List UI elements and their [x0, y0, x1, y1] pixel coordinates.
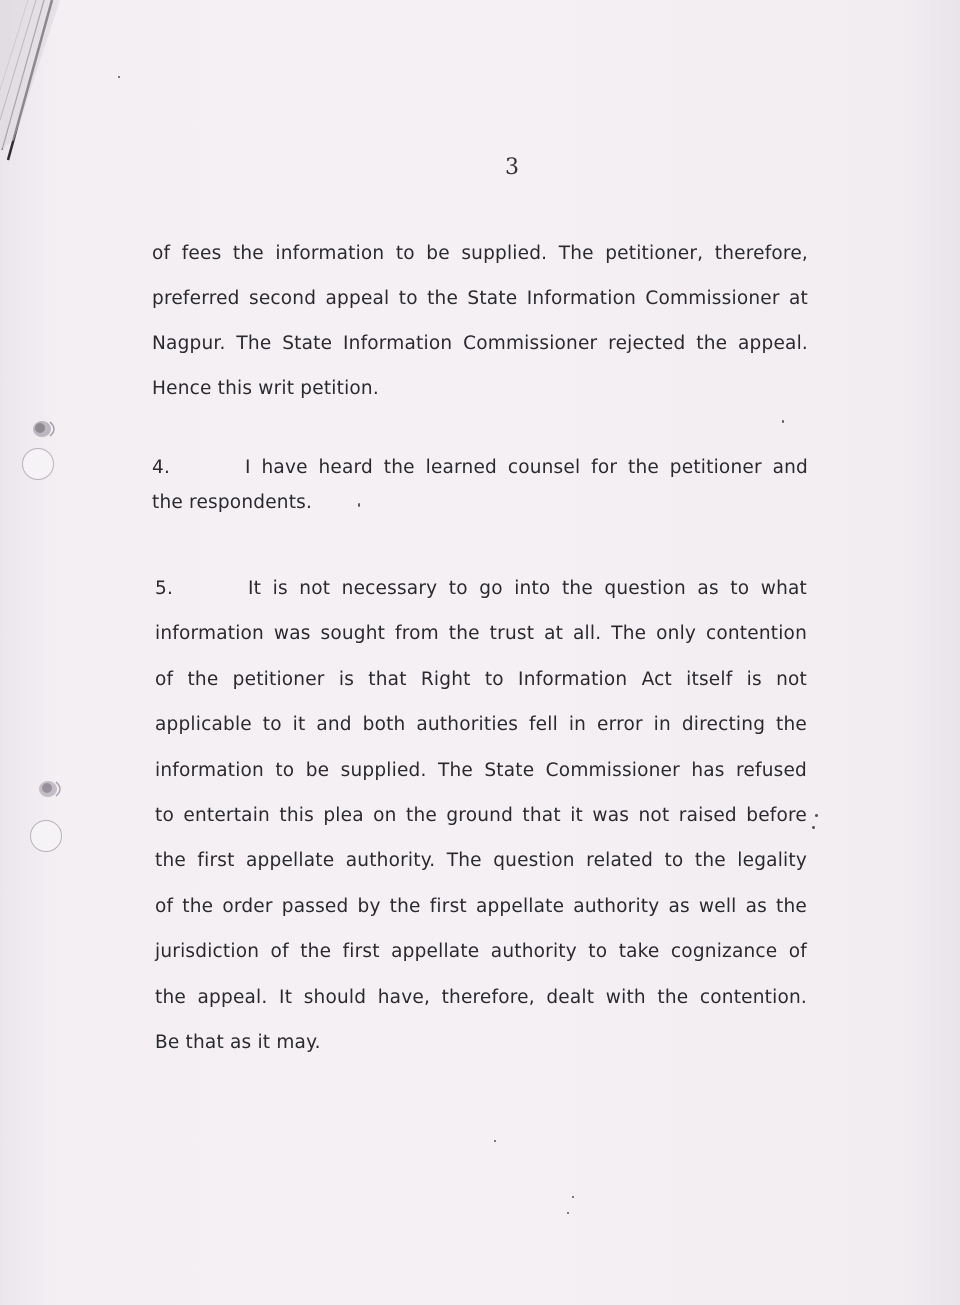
text-line: of the order passed by the first appellate authority as well as the	[155, 895, 807, 917]
text-line: jurisdiction of the first appellate authority to take cognizance of	[155, 941, 807, 963]
text-line: the respondents.	[152, 492, 313, 513]
text-line: applicable to it and both authorities fell in error in directing the	[155, 714, 807, 736]
scan-speck	[118, 76, 120, 78]
stamp-mark	[36, 778, 66, 800]
paragraph-number: 4.	[152, 457, 171, 478]
text-line: Hence this writ petition.	[152, 378, 379, 399]
text-line: the first appellate authority. The question related to the legality	[155, 850, 807, 872]
text-line-body: I have heard the learned counsel for the petitioner and	[245, 457, 808, 478]
scan-speck	[572, 1196, 574, 1198]
text-line: Nagpur. The State Information Commissioner rejected the appeal.	[152, 333, 808, 354]
scan-speck	[567, 1212, 569, 1214]
paragraph-4	[152, 454, 808, 524]
scan-speck	[782, 420, 784, 423]
text-line: to entertain this plea on the ground that it was not raised before	[155, 804, 807, 826]
text-line-body: It is not necessary to go into the question as to what	[248, 578, 807, 599]
text-line: of the petitioner is that Right to Information Act itself is not	[155, 668, 807, 690]
scan-edge-streak	[0, 0, 70, 170]
scan-speck	[812, 826, 815, 829]
scan-speck	[494, 1140, 496, 1142]
scan-speck	[815, 814, 818, 817]
punch-hole	[22, 448, 54, 480]
text-line: the appeal. It should have, therefore, dealt with the contention.	[155, 986, 807, 1008]
text-line	[152, 454, 808, 489]
paragraph-number: 5.	[155, 578, 174, 599]
text-line: preferred second appeal to the State Information Commissioner at	[152, 288, 808, 309]
punch-hole	[30, 820, 62, 852]
paragraph-5	[155, 575, 807, 1074]
stamp-mark	[30, 418, 60, 440]
text-line: of fees the information to be supplied. The petitioner, therefore,	[152, 243, 808, 264]
text-line: information was sought from the trust at all. The only contention	[155, 623, 807, 645]
paragraph-continuation	[152, 240, 808, 420]
text-line: Be that as it may.	[155, 1031, 321, 1053]
text-line: information to be supplied. The State Commissioner has refused	[155, 759, 807, 781]
text-line	[155, 575, 807, 620]
page-number: 3	[505, 155, 519, 180]
